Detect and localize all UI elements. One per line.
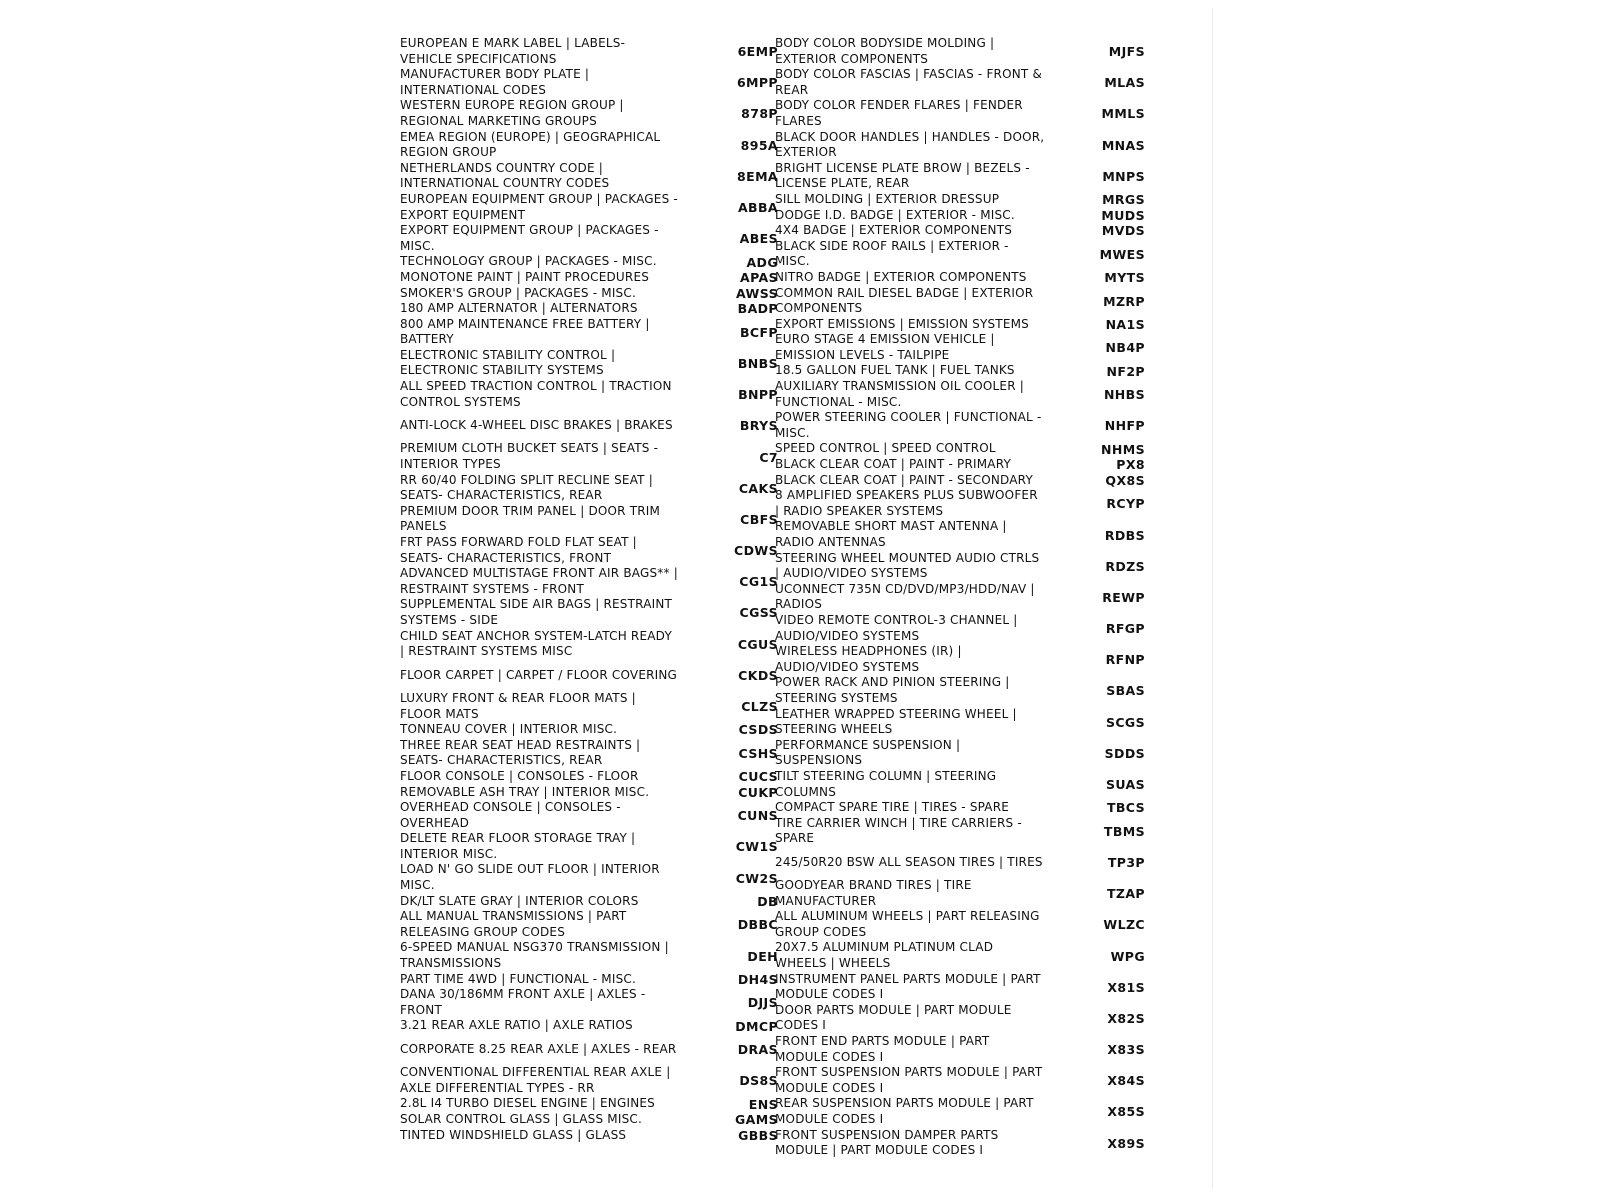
option-description: SOLAR CONTROL GLASS | GLASS MISC.	[400, 1111, 642, 1126]
option-code: 8EMA	[737, 168, 778, 184]
option-description: PERFORMANCE SUSPENSION | SUSPENSIONS	[775, 737, 961, 768]
option-code: MRGS	[1102, 192, 1145, 208]
option-description: BLACK DOOR HANDLES | HANDLES - DOOR, EXTERIOR	[775, 129, 1045, 160]
option-row	[400, 98, 790, 129]
option-code: REWP	[1102, 589, 1145, 605]
option-description: LEATHER WRAPPED STEERING WHEEL | STEERING WHEELS	[775, 706, 1017, 737]
option-code: TP3P	[1107, 854, 1145, 870]
option-code: X83S	[1107, 1042, 1145, 1058]
option-row	[400, 161, 790, 192]
option-code: X82S	[1107, 1010, 1145, 1026]
option-row	[775, 551, 1165, 582]
option-row	[400, 504, 790, 535]
option-code: TBMS	[1103, 823, 1145, 839]
option-row	[775, 441, 1165, 457]
option-description: OVERHEAD CONSOLE | CONSOLES - OVERHEAD	[400, 800, 621, 830]
option-description: INSTRUMENT PANEL PARTS MODULE | PART MODULE CODES I	[775, 971, 1041, 1002]
option-description: 18.5 GALLON FUEL TANK | FUEL TANKS	[775, 363, 1015, 378]
option-row	[775, 223, 1165, 239]
option-description: PREMIUM DOOR TRIM PANEL | DOOR TRIM PANELS	[400, 503, 661, 534]
option-description: REMOVABLE SHORT MAST ANTENNA | RADIO ANTENNAS	[775, 519, 1007, 549]
option-description: EMEA REGION (EUROPE) | GEOGRAPHICAL REGION GROUP	[400, 129, 661, 160]
option-code: X81S	[1107, 979, 1145, 995]
option-code: RFGP	[1105, 621, 1145, 637]
option-code: DB	[757, 893, 778, 909]
option-description: DANA 30/186MM FRONT AXLE | AXLES - FRONT	[400, 987, 646, 1017]
option-code: WPG	[1110, 948, 1145, 964]
option-description: FRONT SUSPENSION DAMPER PARTS MODULE | PART MODULE CODES I	[775, 1127, 999, 1158]
option-code: MNPS	[1102, 168, 1145, 184]
option-row	[400, 1112, 790, 1128]
option-row	[400, 987, 790, 1018]
option-code: TBCS	[1106, 800, 1145, 816]
option-row	[400, 1128, 790, 1144]
option-code: RCYP	[1106, 496, 1145, 512]
option-row	[775, 1003, 1165, 1034]
option-code: DRAS	[737, 1042, 778, 1058]
option-row	[775, 410, 1165, 441]
option-description: TECHNOLOGY GROUP | PACKAGES - MISC.	[400, 254, 657, 269]
option-row	[400, 831, 790, 862]
option-code: ADG	[746, 254, 778, 270]
option-description: BRIGHT LICENSE PLATE BROW | BEZELS - LICENSE PLATE, REAR	[775, 160, 1030, 191]
option-description: COMMON RAIL DIESEL BADGE | EXTERIOR COMPONENTS	[775, 285, 1034, 316]
option-description: EURO STAGE 4 EMISSION VEHICLE | EMISSION LEVELS - TAILPIPE	[775, 332, 995, 362]
option-row	[400, 1034, 790, 1065]
option-description: CONVENTIONAL DIFFERENTIAL REAR AXLE | AXLE DIFFERENTIAL TYPES - RR	[400, 1065, 671, 1095]
option-code: WLZC	[1103, 917, 1145, 933]
option-description: POWER RACK AND PINION STEERING | STEERING SYSTEMS	[775, 675, 1010, 705]
option-row	[400, 286, 790, 302]
option-row	[400, 660, 790, 691]
option-code: X89S	[1107, 1135, 1145, 1151]
option-code: MMLS	[1101, 106, 1145, 122]
option-description: SILL MOLDING | EXTERIOR DRESSUP	[775, 191, 1000, 206]
option-code: NHBS	[1103, 387, 1145, 403]
option-code: CUCS	[738, 769, 778, 785]
option-row	[400, 785, 790, 801]
option-code: NF2P	[1106, 363, 1145, 379]
option-row	[775, 363, 1165, 379]
option-description: FRONT SUSPENSION PARTS MODULE | PART MODULE CODES I	[775, 1065, 1043, 1095]
option-row	[775, 488, 1165, 519]
option-description: CORPORATE 8.25 REAR AXLE | AXLES - REAR	[400, 1041, 677, 1056]
option-description: THREE REAR SEAT HEAD RESTRAINTS | SEATS- CHARACTERISTICS, REAR	[400, 737, 641, 768]
option-description: FRT PASS FORWARD FOLD FLAT SEAT | SEATS- CHARACTERISTICS, FRONT	[400, 535, 637, 565]
option-row	[775, 909, 1165, 940]
option-description: EXPORT EMISSIONS | EMISSION SYSTEMS	[775, 316, 1029, 331]
option-row	[400, 691, 790, 722]
option-row	[775, 208, 1165, 224]
option-row	[775, 707, 1165, 738]
option-code: BNPP	[738, 387, 778, 403]
option-code: MWES	[1099, 246, 1145, 262]
option-description: BODY COLOR BODYSIDE MOLDING | EXTERIOR COMPONENTS	[775, 36, 995, 66]
option-description: TILT STEERING COLUMN | STEERING COLUMNS	[775, 768, 997, 799]
option-row	[400, 909, 790, 940]
option-description: FLOOR CONSOLE | CONSOLES - FLOOR	[400, 768, 639, 783]
option-row	[775, 317, 1165, 333]
option-code: CKDS	[738, 667, 778, 683]
option-description: 800 AMP MAINTENANCE FREE BATTERY | BATTERY	[400, 316, 650, 347]
option-code: DS8S	[739, 1073, 778, 1089]
option-row	[400, 738, 790, 769]
option-code: ENS	[748, 1096, 778, 1112]
option-code: CG1S	[739, 574, 778, 590]
left-option-column	[400, 36, 790, 1143]
option-row	[775, 972, 1165, 1003]
option-description: DELETE REAR FLOOR STORAGE TRAY | INTERIOR MISC.	[400, 831, 636, 861]
option-row	[400, 301, 790, 317]
option-description: FLOOR CARPET | CARPET / FLOOR COVERING	[400, 667, 678, 682]
option-description: EUROPEAN E MARK LABEL | LABELS- VEHICLE SPECIFICATIONS	[400, 36, 626, 66]
option-code: C7	[759, 449, 778, 465]
option-code: X85S	[1107, 1104, 1145, 1120]
option-code: BCFP	[739, 324, 778, 340]
option-description: PART TIME 4WD | FUNCTIONAL - MISC.	[400, 971, 637, 986]
option-description: ADVANCED MULTISTAGE FRONT AIR BAGS** | RESTRAINT SYSTEMS - FRONT	[400, 566, 678, 596]
option-code: CBFS	[740, 511, 778, 527]
option-description: 4X4 BADGE | EXTERIOR COMPONENTS	[775, 223, 1013, 238]
option-code: MVDS	[1101, 223, 1145, 239]
option-row	[775, 582, 1165, 613]
option-description: ALL MANUAL TRANSMISSIONS | PART RELEASING GROUP CODES	[400, 909, 627, 939]
option-description: TIRE CARRIER WINCH | TIRE CARRIERS - SPARE	[775, 815, 1022, 846]
option-row	[400, 130, 790, 161]
option-description: LUXURY FRONT & REAR FLOOR MATS | FLOOR MATS	[400, 690, 636, 721]
option-code: GBBS	[738, 1127, 778, 1143]
option-code: CDWS	[734, 543, 778, 559]
option-code: DMCP	[735, 1018, 778, 1034]
option-code: TZAP	[1106, 886, 1145, 902]
option-row	[775, 1096, 1165, 1127]
option-code: SDDS	[1104, 745, 1145, 761]
option-code: BRYS	[739, 418, 778, 434]
option-code: ABBA	[737, 200, 778, 216]
option-code: MYTS	[1104, 270, 1145, 286]
option-row	[775, 769, 1165, 800]
option-row	[775, 1065, 1165, 1096]
option-description: BODY COLOR FASCIAS | FASCIAS - FRONT & REAR	[775, 67, 1043, 97]
option-code: CW1S	[735, 839, 778, 855]
option-code: CLZS	[741, 699, 778, 715]
option-row	[400, 36, 790, 67]
option-row	[775, 239, 1165, 270]
option-row	[775, 644, 1165, 675]
option-row	[400, 223, 790, 254]
option-code: BNBS	[737, 355, 778, 371]
option-row	[400, 894, 790, 910]
option-row	[400, 317, 790, 348]
option-code: RFNP	[1105, 652, 1145, 668]
option-description: 245/50R20 BSW ALL SEASON TIRES | TIRES	[775, 854, 1043, 869]
option-row	[775, 270, 1165, 286]
option-row	[775, 473, 1165, 489]
option-description: POWER STEERING COOLER | FUNCTIONAL - MISC.	[775, 410, 1042, 440]
option-row	[400, 254, 790, 270]
option-description: BLACK CLEAR COAT | PAINT - PRIMARY	[775, 457, 1012, 472]
option-row	[400, 862, 790, 893]
option-row	[400, 441, 790, 472]
option-row	[775, 130, 1165, 161]
option-row	[775, 1128, 1165, 1159]
option-description: ELECTRONIC STABILITY CONTROL | ELECTRONIC STABILITY SYSTEMS	[400, 347, 616, 378]
option-code: NB4P	[1105, 340, 1145, 356]
option-description: 6-SPEED MANUAL NSG370 TRANSMISSION | TRANSMISSIONS	[400, 940, 669, 971]
option-code: DH4S	[737, 971, 778, 987]
option-row	[775, 675, 1165, 706]
option-description: VIDEO REMOTE CONTROL-3 CHANNEL | AUDIO/VIDEO SYSTEMS	[775, 612, 1018, 643]
option-code: AWSS	[736, 285, 778, 301]
option-code: 6EMP	[737, 44, 778, 60]
option-description: 8 AMPLIFIED SPEAKERS PLUS SUBWOOFER | RADIO SPEAKER SYSTEMS	[775, 488, 1038, 518]
option-code: ABES	[739, 231, 778, 247]
option-description: REMOVABLE ASH TRAY | INTERIOR MISC.	[400, 784, 650, 799]
option-description: ALL SPEED TRACTION CONTROL | TRACTION CONTROL SYSTEMS	[400, 379, 672, 409]
option-code: CUNS	[737, 808, 778, 824]
option-row	[775, 332, 1165, 363]
option-code: SCGS	[1105, 714, 1145, 730]
option-description: EUROPEAN EQUIPMENT GROUP | PACKAGES - EXPORT EQUIPMENT	[400, 191, 678, 222]
option-row	[400, 800, 790, 831]
option-code: RDZS	[1105, 558, 1145, 574]
option-row	[775, 379, 1165, 410]
option-description: NETHERLANDS COUNTRY CODE | INTERNATIONAL COUNTRY CODES	[400, 160, 610, 191]
option-code: PX8	[1116, 457, 1145, 473]
option-row	[400, 722, 790, 738]
option-row	[775, 738, 1165, 769]
option-row	[775, 457, 1165, 473]
option-row	[400, 629, 790, 660]
option-code-sheet	[400, 36, 1200, 1176]
option-description: ANTI-LOCK 4-WHEEL DISC BRAKES | BRAKES	[400, 418, 673, 433]
option-description: COMPACT SPARE TIRE | TIRES - SPARE	[775, 800, 1010, 815]
option-description: WESTERN EUROPE REGION GROUP | REGIONAL MARKETING GROUPS	[400, 98, 624, 128]
option-row	[400, 1018, 790, 1034]
option-description: MANUFACTURER BODY PLATE | INTERNATIONAL CODES	[400, 67, 590, 97]
option-code: NA1S	[1105, 316, 1145, 332]
option-code: MUDS	[1101, 207, 1145, 223]
option-row	[400, 192, 790, 223]
option-row	[400, 67, 790, 98]
option-code: CUKP	[738, 784, 778, 800]
option-row	[400, 566, 790, 597]
option-description: SPEED CONTROL | SPEED CONTROL	[775, 441, 996, 456]
option-description: UCONNECT 735N CD/DVD/MP3/HDD/NAV | RADIOS	[775, 581, 1035, 612]
option-code: CW2S	[735, 870, 778, 886]
option-code: DEH	[747, 948, 778, 964]
option-row	[775, 800, 1165, 816]
option-description: MONOTONE PAINT | PAINT PROCEDURES	[400, 269, 650, 284]
option-row	[400, 379, 790, 410]
option-row	[400, 1065, 790, 1096]
right-option-column	[775, 36, 1165, 1159]
option-description: CHILD SEAT ANCHOR SYSTEM-LATCH READY | RESTRAINT SYSTEMS MISC	[400, 628, 672, 659]
option-code: CGSS	[739, 605, 778, 621]
option-row	[775, 67, 1165, 98]
option-row	[775, 98, 1165, 129]
option-row	[775, 613, 1165, 644]
option-row	[400, 535, 790, 566]
option-row	[775, 878, 1165, 909]
option-row	[775, 161, 1165, 192]
option-row	[775, 192, 1165, 208]
option-row	[775, 816, 1165, 847]
option-description: 3.21 REAR AXLE RATIO | AXLE RATIOS	[400, 1018, 633, 1033]
option-code: MJFS	[1108, 44, 1145, 60]
option-code: DJJS	[747, 995, 778, 1011]
option-code: MLAS	[1104, 75, 1145, 91]
option-row	[775, 940, 1165, 971]
option-description: RR 60/40 FOLDING SPLIT RECLINE SEAT | SEATS- CHARACTERISTICS, REAR	[400, 472, 653, 503]
option-description: LOAD N' GO SLIDE OUT FLOOR | INTERIOR MISC.	[400, 862, 660, 893]
option-description: TINTED WINDSHIELD GLASS | GLASS	[400, 1127, 627, 1142]
option-description: ALL ALUMINUM WHEELS | PART RELEASING GROUP CODES	[775, 909, 1040, 939]
option-code: NHMS	[1101, 441, 1145, 457]
option-description: SMOKER'S GROUP | PACKAGES - MISC.	[400, 285, 636, 300]
option-description: WIRELESS HEADPHONES (IR) | AUDIO/VIDEO SYSTEMS	[775, 644, 962, 674]
option-description: TONNEAU COVER | INTERIOR MISC.	[400, 722, 618, 737]
option-row	[775, 286, 1165, 317]
option-row	[400, 1096, 790, 1112]
option-description: NITRO BADGE | EXTERIOR COMPONENTS	[775, 269, 1027, 284]
option-row	[400, 769, 790, 785]
option-code: 895A	[740, 137, 778, 153]
option-code: X84S	[1107, 1073, 1145, 1089]
option-description: DK/LT SLATE GRAY | INTERIOR COLORS	[400, 893, 639, 908]
option-row	[400, 473, 790, 504]
option-description: REAR SUSPENSION PARTS MODULE | PART MODULE CODES I	[775, 1096, 1034, 1126]
option-description: 180 AMP ALTERNATOR | ALTERNATORS	[400, 301, 638, 316]
option-code: QX8S	[1105, 472, 1145, 488]
option-code: CAKS	[738, 480, 778, 496]
option-description: PREMIUM CLOTH BUCKET SEATS | SEATS - INTERIOR TYPES	[400, 441, 659, 472]
option-description: STEERING WHEEL MOUNTED AUDIO CTRLS | AUDIO/VIDEO SYSTEMS	[775, 550, 1040, 581]
option-code: CSHS	[738, 745, 778, 761]
option-row	[400, 940, 790, 971]
option-description: DODGE I.D. BADGE | EXTERIOR - MISC.	[775, 207, 1015, 222]
option-code: CSDS	[738, 722, 778, 738]
option-row	[775, 1034, 1165, 1065]
option-description: FRONT END PARTS MODULE | PART MODULE CODES I	[775, 1034, 990, 1064]
option-description: BLACK CLEAR COAT | PAINT - SECONDARY	[775, 472, 1033, 487]
option-code: BADP	[737, 301, 778, 317]
page-edge-line	[1212, 8, 1213, 1188]
option-row	[400, 348, 790, 379]
option-code: APAS	[740, 270, 778, 286]
option-description: GOODYEAR BRAND TIRES | TIRE MANUFACTURER	[775, 878, 972, 908]
option-code: SBAS	[1106, 683, 1145, 699]
option-code: 878P	[741, 106, 778, 122]
option-row	[775, 36, 1165, 67]
option-code: RDBS	[1104, 527, 1145, 543]
option-code: 6MPP	[736, 75, 778, 91]
option-row	[400, 410, 790, 441]
option-code: CGUS	[737, 636, 778, 652]
option-description: EXPORT EQUIPMENT GROUP | PACKAGES - MISC.	[400, 223, 659, 253]
option-description: AUXILIARY TRANSMISSION OIL COOLER | FUNCTIONAL - MISC.	[775, 379, 1025, 409]
option-description: DOOR PARTS MODULE | PART MODULE CODES I	[775, 1002, 1012, 1033]
option-row	[400, 270, 790, 286]
option-row	[775, 519, 1165, 550]
option-row	[775, 847, 1165, 878]
option-code: GAMS	[735, 1112, 778, 1128]
option-code: SUAS	[1105, 777, 1145, 792]
option-description: BODY COLOR FENDER FLARES | FENDER FLARES	[775, 98, 1023, 128]
option-code: MZRP	[1103, 293, 1145, 309]
option-description: SUPPLEMENTAL SIDE AIR BAGS | RESTRAINT SYSTEMS - SIDE	[400, 597, 673, 627]
option-code: DBBC	[737, 917, 778, 933]
option-description: 2.8L I4 TURBO DIESEL ENGINE | ENGINES	[400, 1096, 655, 1111]
option-description: 20X7.5 ALUMINUM PLATINUM CLAD WHEELS | WHEELS	[775, 940, 994, 971]
option-code: NHFP	[1104, 418, 1145, 434]
option-row	[400, 972, 790, 988]
option-description: BLACK SIDE ROOF RAILS | EXTERIOR - MISC.	[775, 238, 1009, 269]
option-row	[400, 597, 790, 628]
option-code: MNAS	[1101, 137, 1145, 153]
